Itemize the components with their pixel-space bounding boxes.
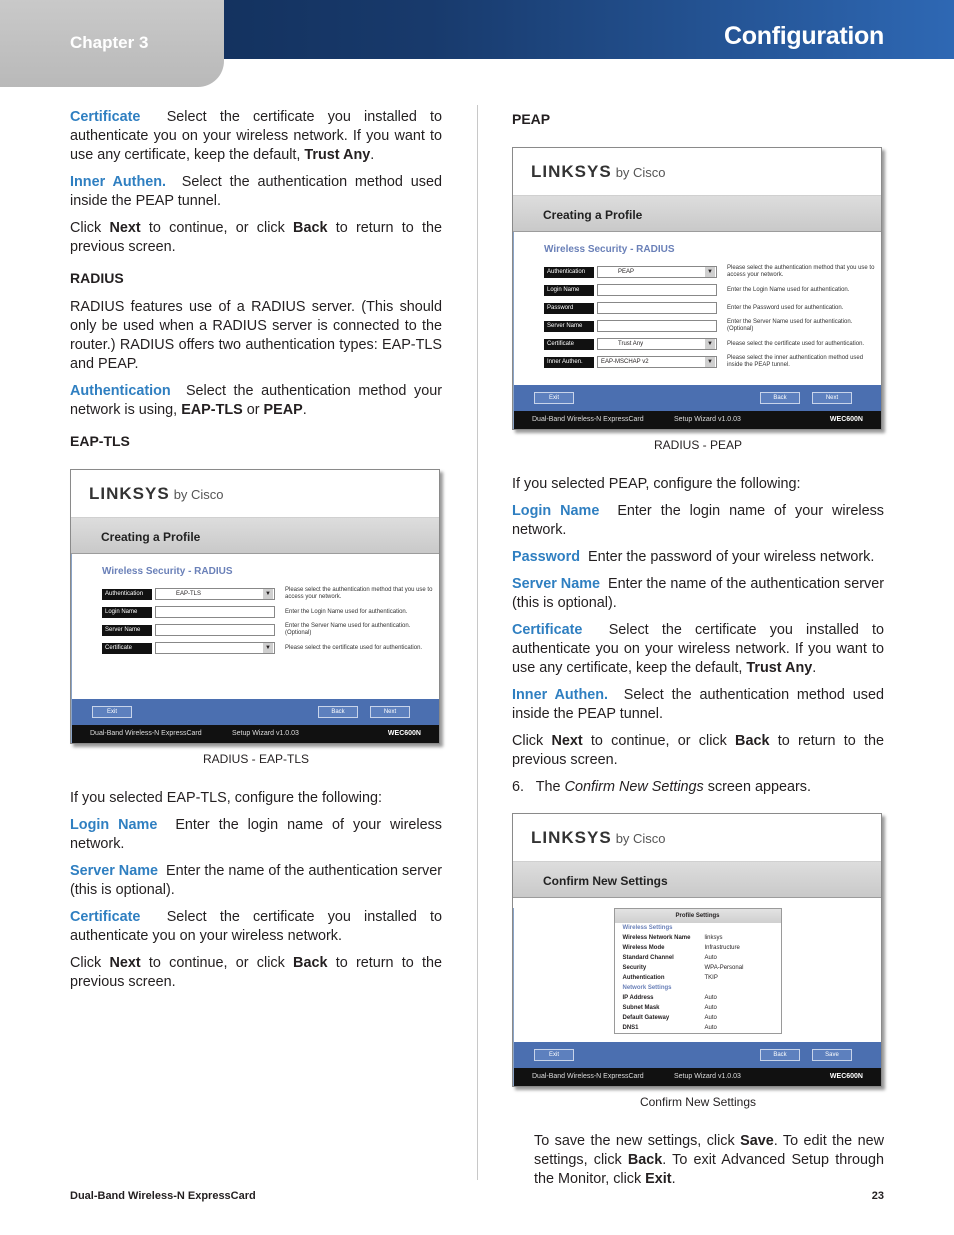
para-inner-authen: Inner Authen. Select the authentication method used inside the PEAP tunnel.: [70, 174, 442, 209]
radius-heading: RADIUS: [70, 270, 124, 286]
para-certificate-2: Certificate Select the certificate you installed to authenticate you on your wireless network.: [70, 909, 442, 944]
setting-row: Authentication TKIP: [622, 975, 718, 981]
peap-form: [513, 232, 881, 429]
inner-authen-select[interactable]: EAP-MSCHAP v2 ▼: [597, 356, 717, 368]
step-6: 6. The Confirm New Settings screen appears.: [512, 779, 811, 795]
eaptls-row-certificate: Certificate ▼ Please select the certificate used for authentication.: [72, 639, 439, 657]
column-divider: [477, 105, 478, 1180]
profile-settings-panel: [614, 908, 782, 1034]
caption-peap: RADIUS - PEAP: [653, 438, 743, 452]
para-password: Password Enter the password of your wireless network.: [512, 549, 875, 565]
peap-row-authentication: Authentication PEAP ▼ Please select the authentication method that you use to access your network.: [514, 263, 881, 281]
para-inner-authen: Inner Authen. Select the authentication method used inside the PEAP tunnel.: [512, 687, 884, 722]
password-input[interactable]: [597, 302, 717, 314]
server-name-input[interactable]: [155, 624, 275, 636]
login-name-input[interactable]: [155, 606, 275, 618]
section-title: Wireless Security - RADIUS: [544, 244, 675, 255]
button-bar: [514, 1042, 881, 1068]
para-server-name: Server Name Enter the name of the authentication server (this is optional).: [512, 576, 885, 611]
setting-row: Subnet Mask Auto: [622, 1005, 717, 1011]
page-number: 23: [871, 1190, 884, 1202]
peap-row-login: Login Name Enter the Login Name used for authentication.: [514, 281, 881, 299]
setting-row: Standard Channel Auto: [622, 955, 717, 961]
eaptls-row-login: Login Name Enter the Login Name used for authentication.: [72, 603, 439, 621]
exit-button[interactable]: Exit: [92, 706, 132, 718]
eaptls-heading: EAP-TLS: [70, 433, 130, 449]
linksys-logo: LINKSYS by Cisco: [71, 470, 439, 518]
save-button[interactable]: Save: [812, 1049, 852, 1061]
para-eaptls-intro: If you selected EAP-TLS, configure the following:: [70, 790, 382, 806]
caption-confirm: Confirm New Settings: [639, 1095, 757, 1109]
linksys-logo: LINKSYS by Cisco: [513, 148, 881, 196]
section-title: Wireless Security - RADIUS: [102, 566, 233, 577]
creating-profile-band: Creating a Profile: [513, 196, 881, 232]
confirm-body: [513, 908, 881, 1086]
login-name-input[interactable]: [597, 284, 717, 296]
para-server-name: Server Name Enter the name of the authentication server (this is optional).: [70, 863, 443, 898]
para-peap-intro: If you selected PEAP, configure the following:: [512, 476, 801, 492]
next-button[interactable]: Next: [812, 392, 852, 404]
setting-row: Security WPA-Personal: [622, 965, 744, 971]
caption-eaptls: RADIUS - EAP-TLS: [202, 752, 310, 766]
peap-screenshot: [512, 147, 882, 430]
next-button[interactable]: Next: [370, 706, 410, 718]
confirm-band: Confirm New Settings: [513, 862, 881, 898]
para-certificate: Certificate Select the certificate you installed to authenticate you on your wireless network. If you want to use any certificate, keep the default, Trust Any.: [70, 109, 442, 163]
para-login-name: Login Name Enter the login name of your wireless network.: [70, 817, 442, 852]
para-click-next: Click Next to continue, or click Back to return to the previous screen.: [70, 220, 443, 255]
peap-row-server: Server Name Enter the Server Name used for authentication. (Optional): [514, 317, 881, 335]
eaptls-row-authentication: Authentication EAP-TLS ▼ Please select the authentication method that you use to access your network.: [72, 585, 439, 603]
peap-row-certificate: Certificate Trust Any ▼ Please select the certificate used for authentication.: [514, 335, 881, 353]
peap-row-inner-authen: Inner Authen. EAP-MSCHAP v2 ▼ Please select the inner authentication method used inside the PEAP tunnel.: [514, 353, 881, 371]
para-radius: RADIUS features use of a RADIUS server. (This should only be used when a RADIUS server is connected to the router.) RADIUS offers two authentication types: EAP-TLS and PEAP.: [70, 299, 442, 372]
peap-row-password: Password Enter the Password used for authentication.: [514, 299, 881, 317]
para-click-next: Click Next to continue, or click Back to return to the previous screen.: [512, 733, 885, 768]
setting-row: Default Gateway Auto: [622, 1015, 717, 1021]
footer-product: Dual-Band Wireless-N ExpressCard: [70, 1190, 256, 1202]
wireless-settings-group: Wireless Settings: [622, 925, 673, 931]
network-settings-group: Network Settings: [622, 985, 672, 991]
exit-button[interactable]: Exit: [534, 392, 574, 404]
setting-row: IP Address Auto: [622, 995, 717, 1001]
authentication-select[interactable]: PEAP ▼: [597, 266, 717, 278]
button-bar: [514, 385, 881, 411]
back-button[interactable]: Back: [318, 706, 358, 718]
confirm-screenshot: [512, 813, 882, 1087]
exit-button[interactable]: Exit: [534, 1049, 574, 1061]
peap-heading: PEAP: [512, 111, 551, 127]
certificate-select[interactable]: [155, 642, 275, 654]
authentication-select[interactable]: EAP-TLS ▼: [155, 588, 275, 600]
right-column: [512, 108, 884, 1197]
back-button[interactable]: Back: [760, 392, 800, 404]
setting-row: DNS1 Auto: [622, 1025, 717, 1031]
profile-settings-title: Profile Settings: [615, 909, 781, 923]
server-name-input[interactable]: [597, 320, 717, 332]
button-bar: [72, 699, 439, 725]
eaptls-row-server: Server Name Enter the Server Name used for authentication. (Optional): [72, 621, 439, 639]
eaptls-form: [71, 554, 439, 743]
para-authentication: Authentication Select the authentication method your network is using, EAP-TLS or PEAP.: [70, 383, 442, 418]
para-save: To save the new settings, click Save. To edit the new settings, click Back. To exit Advanced Setup through the Monitor, click Exit.: [534, 1133, 885, 1187]
eaptls-screenshot: [70, 469, 440, 744]
linksys-logo: LINKSYS by Cisco: [513, 814, 881, 862]
chapter-label: Chapter 3: [70, 33, 149, 52]
page-title: Configuration: [724, 22, 884, 50]
setting-row: Wireless Network Name linksys: [622, 935, 723, 941]
screen-footer: Dual-Band Wireless-N ExpressCard Setup Wizard v1.0.03 WEC600N: [514, 411, 881, 429]
screen-footer: Dual-Band Wireless-N ExpressCard Setup Wizard v1.0.03 WEC600N: [72, 725, 439, 743]
creating-profile-band: Creating a Profile: [71, 518, 439, 554]
back-button[interactable]: Back: [760, 1049, 800, 1061]
setting-row: Wireless Mode Infrastructure: [622, 945, 740, 951]
certificate-select[interactable]: Trust Any ▼: [597, 338, 717, 350]
screen-footer: Dual-Band Wireless-N ExpressCard Setup Wizard v1.0.03 WEC600N: [514, 1068, 881, 1086]
para-click-next-2: Click Next to continue, or click Back to return to the previous screen.: [70, 955, 443, 990]
para-certificate: Certificate Select the certificate you installed to authenticate you on your wireless network. If you want to use any certificate, keep the default, Trust Any.: [512, 622, 884, 676]
para-login-name: Login Name Enter the login name of your wireless network.: [512, 503, 884, 538]
left-column: [70, 108, 442, 1000]
